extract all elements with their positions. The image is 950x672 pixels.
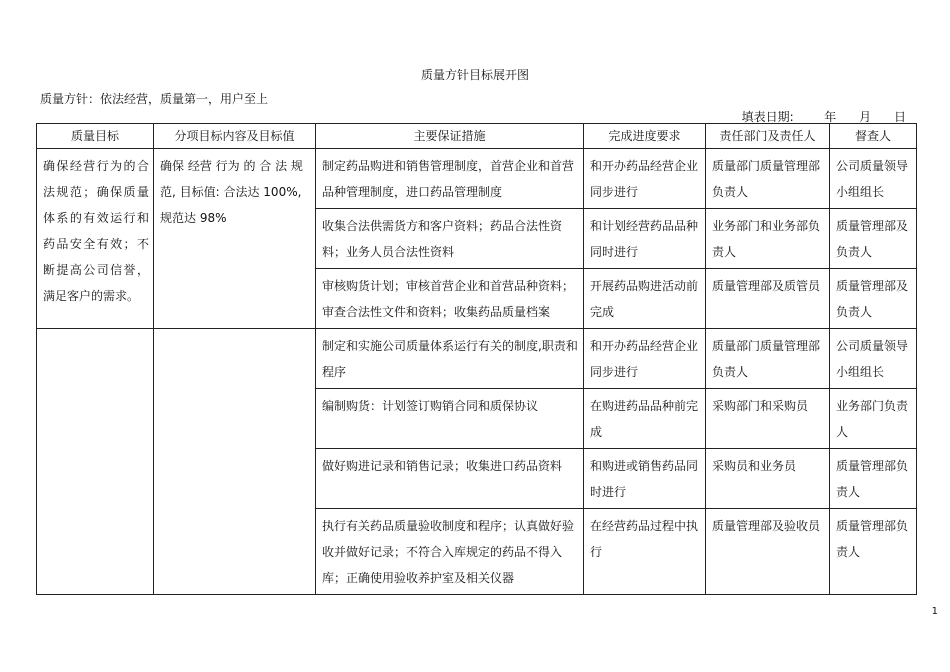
- sub-goal-cell: 确保 经营 行为 的 合 法 规范, 目标值: 合法达 100%, 规范达 98%: [154, 149, 316, 329]
- dept-cell: 采购员和业务员: [706, 449, 830, 509]
- supervisor-cell: 业务部门负责人: [830, 389, 917, 449]
- measure-cell: 收集合法供需货方和客户资料；药品合法性资料；业务人员合法性资料: [316, 209, 584, 269]
- measure-cell: 做好购进记录和销售记录；收集进口药品资料: [316, 449, 584, 509]
- dept-cell: 质量管理部及验收员: [706, 509, 830, 595]
- dept-cell: 质量部门质量管理部负责人: [706, 149, 830, 209]
- progress-cell: 开展药品购进活动前完成: [584, 269, 706, 329]
- table-row: [37, 149, 917, 209]
- measure-cell: 制定和实施公司质量体系运行有关的制度,职责和程序: [316, 329, 584, 389]
- progress-cell: 和购进或销售药品同时进行: [584, 449, 706, 509]
- dept-cell: 业务部门和业务部负责人: [706, 209, 830, 269]
- progress-cell: 和开办药品经营企业同步进行: [584, 149, 706, 209]
- header-measures: 主要保证措施: [316, 124, 584, 149]
- quality-goal-cell: 确保经营行为的合法规范；确保质量体系的有效运行和药品安全有效；不断提高公司信誉，满足客户的需求。: [37, 149, 154, 329]
- quality-goal-cell-continued: [37, 329, 154, 595]
- dept-cell: 质量部门质量管理部负责人: [706, 329, 830, 389]
- progress-cell: 和开办药品经营企业同步进行: [584, 329, 706, 389]
- dept-cell: 采购部门和采购员: [706, 389, 830, 449]
- supervisor-cell: 质量管理部及负责人: [830, 209, 917, 269]
- quality-policy: 质量方针：依法经营，质量第一，用户至上: [40, 92, 269, 106]
- supervisor-cell: 公司质量领导小组组长: [830, 149, 917, 209]
- table-row: [37, 329, 917, 389]
- supervisor-cell: 公司质量领导小组组长: [830, 329, 917, 389]
- header-progress: 完成进度要求: [584, 124, 706, 149]
- supervisor-cell: 质量管理部负责人: [830, 449, 917, 509]
- header-supervisor: 督查人: [830, 124, 917, 149]
- sub-goal-cell: [154, 329, 316, 595]
- measure-cell: 制定药品购进和销售管理制度，首营企业和首营品种管理制度，进口药品管理制度: [316, 149, 584, 209]
- header-row: [37, 124, 917, 149]
- measure-cell: 编制购货：计划签订购销合同和质保协议: [316, 389, 584, 449]
- supervisor-cell: 质量管理部及负责人: [830, 269, 917, 329]
- header-quality-goal: 质量目标: [37, 124, 154, 149]
- progress-cell: 和计划经营药品品种同时进行: [584, 209, 706, 269]
- dept-cell: 质量管理部及质管员: [706, 269, 830, 329]
- fill-date: 填表日期: 年 月 日: [741, 110, 906, 124]
- header-sub-goal: 分项目标内容及目标值: [154, 124, 316, 149]
- objectives-table: [36, 123, 917, 595]
- document-title: 质量方针目标展开图: [420, 68, 529, 82]
- supervisor-cell: 质量管理部负责人: [830, 509, 917, 595]
- progress-cell: 在经营药品过程中执行: [584, 509, 706, 595]
- progress-cell: 在购进药品品种前完成: [584, 389, 706, 449]
- page-number: 1: [931, 606, 938, 617]
- measure-cell: 执行有关药品质量验收制度和程序；认真做好验收并做好记录；不符合入库规定的药品不得入库；正确使用验收养护室及相关仪器: [316, 509, 584, 595]
- header-responsible: 责任部门及责任人: [706, 124, 830, 149]
- measure-cell: 审核购货计划；审核首营企业和首营品种资料；审查合法性文件和资料；收集药品质量档案: [316, 269, 584, 329]
